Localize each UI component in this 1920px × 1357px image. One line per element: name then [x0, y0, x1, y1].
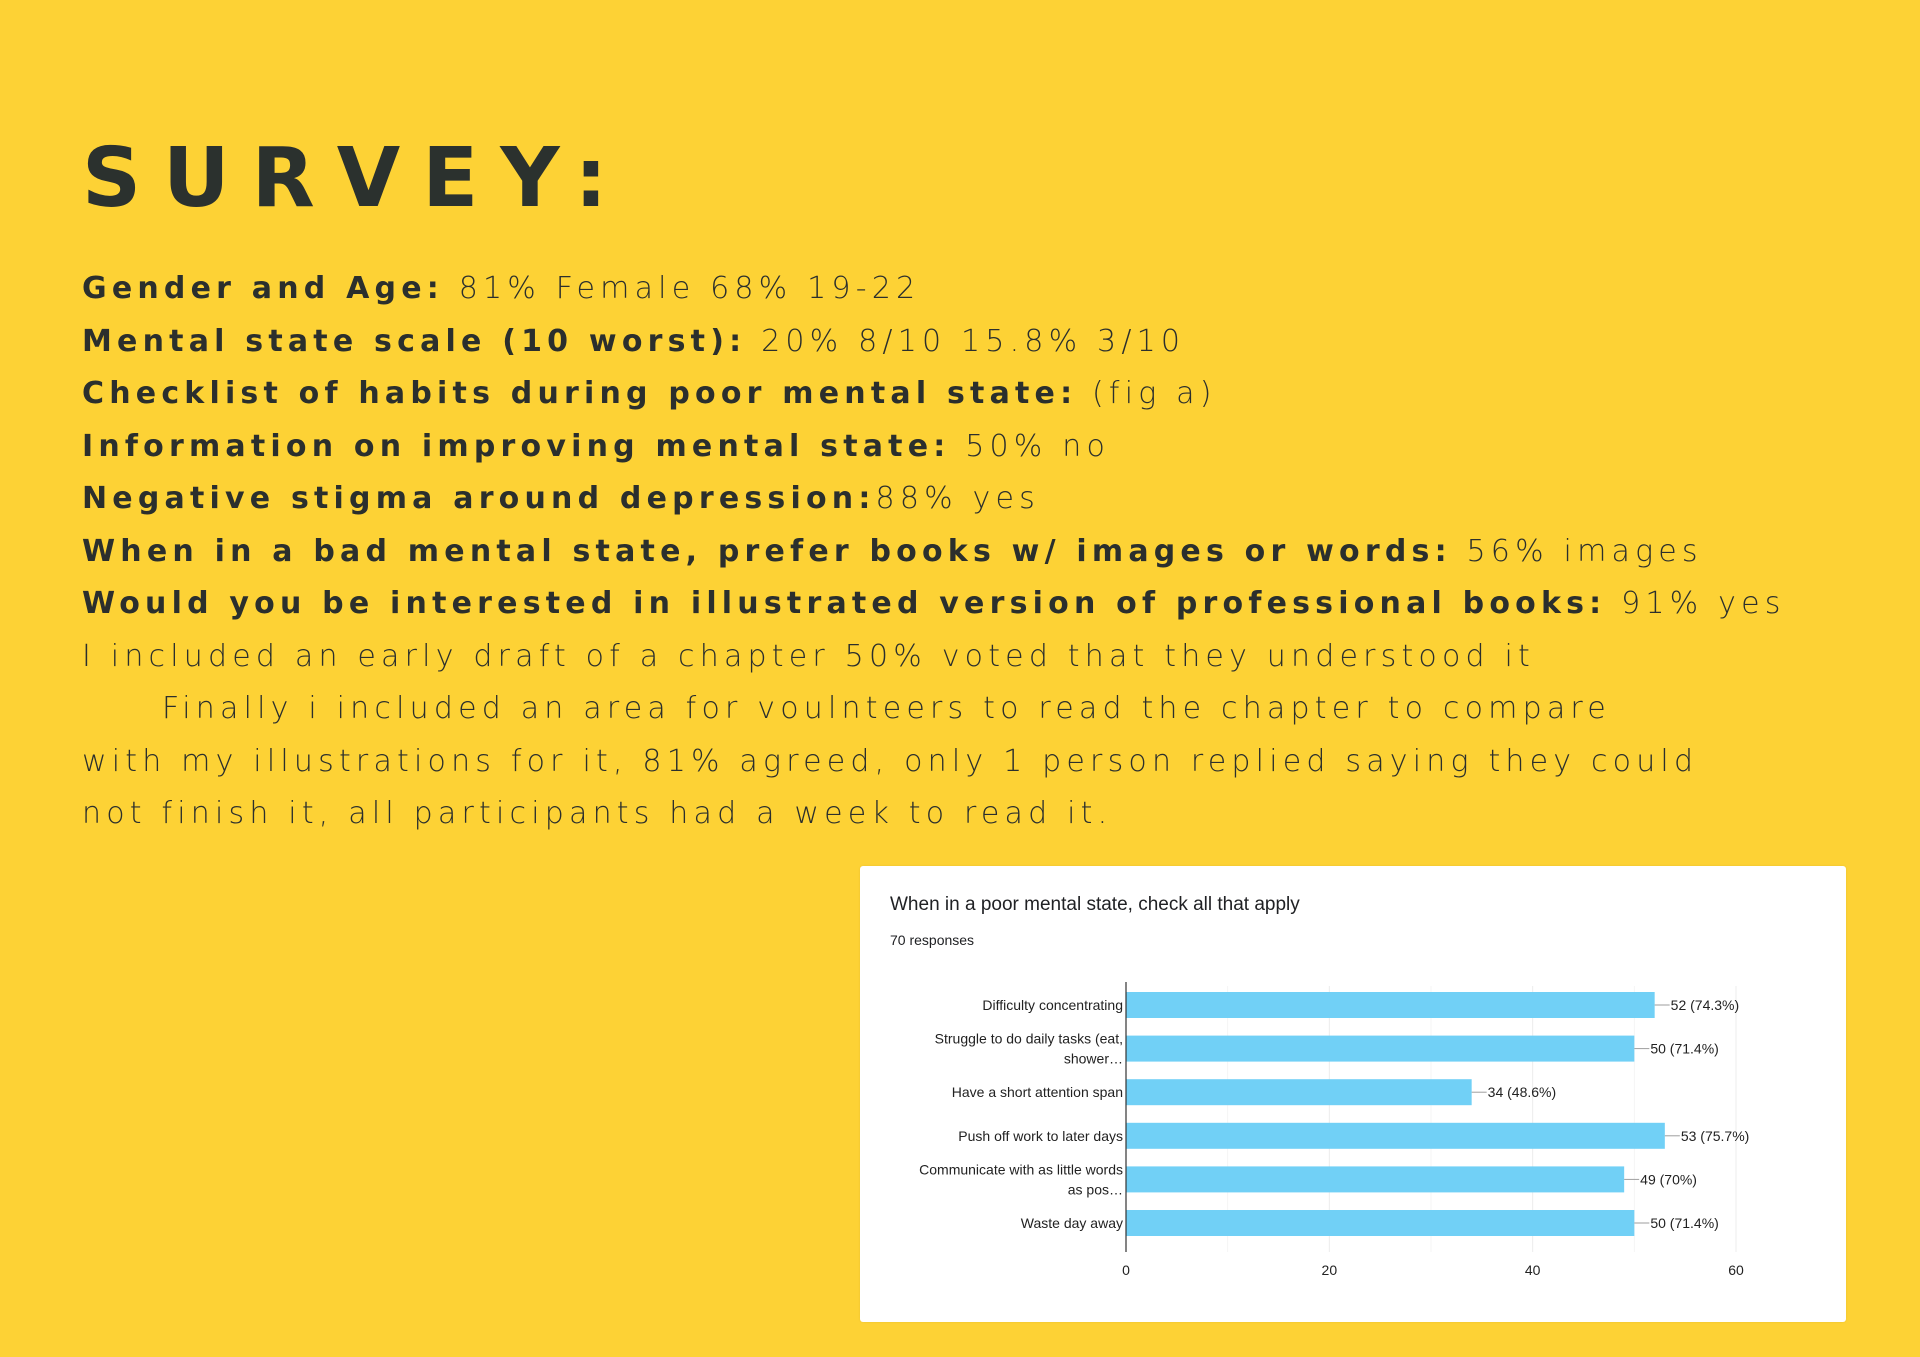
line-value: (fig a)	[1077, 376, 1217, 411]
bar	[1126, 1166, 1624, 1192]
data-label: 49 (70%)	[1640, 1171, 1697, 1188]
summary-line-checklist	[82, 368, 1802, 421]
summary-line-book-preference	[82, 526, 1802, 579]
paragraph-line: I included an early draft of a chapter 50% voted that they understood it	[82, 638, 1536, 674]
summary-line-stigma	[82, 473, 1802, 526]
data-label: 34 (48.6%)	[1487, 1084, 1557, 1101]
paragraph-line: not finish it, all participants had a week to read it.	[82, 796, 1113, 831]
bar-chart	[860, 866, 1846, 1322]
bar	[1126, 1079, 1472, 1105]
category-label: Have a short attention span	[951, 1084, 1123, 1101]
category-label: Difficulty concentrating	[982, 997, 1123, 1013]
page-title: SURVEY:	[82, 131, 630, 226]
chart-card	[860, 866, 1846, 1322]
data-label: 52 (74.3%)	[1670, 997, 1740, 1013]
chart-title: When in a poor mental state, check all that apply	[890, 894, 1300, 915]
category-label: Push off work to later days	[958, 1127, 1123, 1144]
line-label: Information on improving mental state:	[82, 428, 951, 464]
category-label: Waste day away	[1020, 1215, 1123, 1231]
data-label: 53 (75.7%)	[1680, 1127, 1750, 1144]
paragraph-line: with my illustrations for it, 81% agreed, only 1 person replied saying they could	[82, 743, 1699, 779]
bar	[1126, 1036, 1634, 1062]
category-label: as pos…	[1067, 1181, 1123, 1198]
category-label: Communicate with as little words	[919, 1161, 1123, 1178]
bar	[1126, 992, 1655, 1018]
category-label: shower…	[1063, 1050, 1123, 1067]
line-value: 88% yes	[875, 481, 1040, 516]
summary-line-information	[82, 421, 1802, 474]
x-tick-label: 60	[1728, 1262, 1744, 1278]
x-tick-label: 40	[1524, 1262, 1541, 1278]
line-value: 91% yes	[1606, 586, 1786, 621]
line-value: 20% 8/10 15.8% 3/10	[746, 323, 1186, 359]
x-tick-label: 0	[1122, 1262, 1130, 1278]
line-label: Negative stigma around depression:	[82, 481, 876, 516]
bar	[1126, 1123, 1665, 1149]
survey-summary	[82, 263, 1802, 841]
line-label: Gender and Age:	[82, 271, 444, 306]
chart-response-count: 70 responses	[890, 932, 975, 948]
line-label: Checklist of habits during poor mental state:	[82, 376, 1078, 411]
data-label: 50 (71.4%)	[1650, 1040, 1719, 1057]
line-value: 50% no	[950, 428, 1111, 464]
line-label: Mental state scale (10 worst):	[82, 323, 747, 359]
paragraph-line: Finally i included an area for voulnteers to read the chapter to compare	[162, 691, 1611, 726]
line-value: 56% images	[1451, 533, 1703, 569]
data-label: 50 (71.4%)	[1650, 1215, 1719, 1231]
line-value: 81% Female 68% 19-22	[443, 271, 921, 306]
category-label: Struggle to do daily tasks (eat,	[934, 1030, 1123, 1047]
x-tick-label: 20	[1321, 1262, 1338, 1278]
line-label: When in a bad mental state, prefer books w/ images or words:	[82, 533, 1452, 569]
bar	[1126, 1210, 1634, 1236]
summary-line-gender-age	[82, 263, 1802, 316]
summary-line-illustrated-interest	[82, 578, 1802, 631]
line-label: Would you be interested in illustrated version of professional books:	[82, 586, 1607, 621]
summary-line-mental-scale	[82, 316, 1802, 369]
